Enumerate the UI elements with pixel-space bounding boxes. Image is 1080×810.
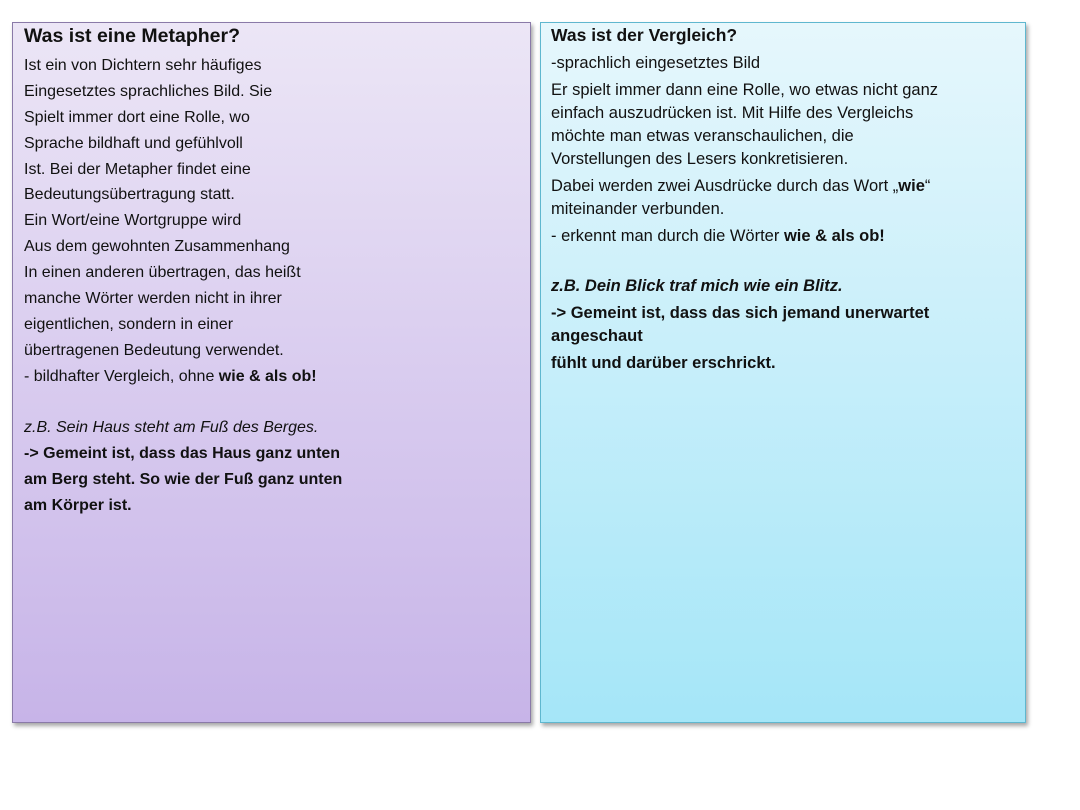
- metapher-line: Ein Wort/eine Wortgruppe wird: [24, 212, 242, 230]
- metapher-line: Spielt immer dort eine Rolle, wo: [24, 108, 250, 126]
- vergleich-recognize: [551, 225, 938, 248]
- metapher-body: [24, 53, 342, 519]
- vergleich-title: Was ist der Vergleich?: [551, 25, 738, 45]
- metapher-line: eigentlichen, sondern in einer: [24, 315, 234, 333]
- vergleich-recognize-bold: wie & als ob!: [783, 227, 885, 245]
- metapher-card: [12, 22, 531, 723]
- vergleich-recognize-prefix: - erkennt man durch die Wörter: [551, 227, 784, 245]
- vergleich-paragraph-line: Vorstellungen des Lesers konkretisieren.: [551, 150, 849, 168]
- metapher-line: manche Wörter werden nicht in ihrer: [24, 290, 282, 308]
- vergleich-paragraph-line: möchte man etwas veranschaulichen, die: [551, 127, 854, 145]
- metapher-title: Was ist eine Metapher?: [24, 25, 240, 47]
- metapher-line: Aus dem gewohnten Zusammenhang: [24, 238, 290, 256]
- metapher-explanation-line: -> Gemeint ist, dass das Haus ganz unten: [24, 445, 341, 463]
- metapher-line: In einen anderen übertragen, das heißt: [24, 264, 301, 282]
- metapher-line: Ist ein von Dichtern sehr häufiges: [24, 57, 262, 74]
- vergleich-card: [540, 22, 1026, 723]
- metapher-example: z.B. Sein Haus steht am Fuß des Berges.: [24, 419, 319, 437]
- vergleich-explanation-line: angeschaut: [551, 327, 643, 345]
- metapher-explanation-line: am Körper ist.: [24, 497, 132, 515]
- vergleich-example: z.B. Dein Blick traf mich wie ein Blitz.: [551, 277, 843, 295]
- vergleich-wie-line: [551, 175, 938, 198]
- metapher-line: Eingesetztes sprachliches Bild. Sie: [24, 82, 273, 100]
- metapher-line: übertragenen Bedeutung verwendet.: [24, 341, 284, 359]
- vergleich-intro: -sprachlich eingesetztes Bild: [551, 54, 761, 72]
- vergleich-explanation-line: -> Gemeint ist, dass das sich jemand unerwartet: [551, 304, 930, 322]
- blank-line: [24, 390, 342, 416]
- vergleich-explanation-line: fühlt und darüber erschrickt.: [551, 354, 776, 372]
- vergleich-wie-prefix: Dabei werden zwei Ausdrücke durch das Wort „: [551, 177, 899, 195]
- metapher-line: Bedeutungsübertragung statt.: [24, 186, 235, 204]
- metapher-line: Ist. Bei der Metapher findet eine: [24, 160, 251, 178]
- metapher-summary-prefix: - bildhafter Vergleich, ohne: [24, 367, 219, 385]
- metapher-summary-bold: wie & als ob!: [218, 367, 317, 385]
- metapher-summary: [24, 364, 342, 390]
- metapher-line: Sprache bildhaft und gefühlvoll: [24, 134, 243, 152]
- vergleich-paragraph-line: miteinander verbunden.: [551, 200, 725, 218]
- vergleich-wie-suffix: “: [924, 177, 931, 195]
- vergleich-paragraph-line: einfach auszudrücken ist. Mit Hilfe des Vergleichs: [551, 104, 914, 122]
- metapher-explanation-line: am Berg steht. So wie der Fuß ganz unten: [24, 471, 343, 489]
- vergleich-wie-bold: wie: [898, 177, 925, 195]
- vergleich-paragraph-line: Er spielt immer dann eine Rolle, wo etwas nicht ganz: [551, 81, 939, 99]
- vergleich-body: [551, 52, 938, 375]
